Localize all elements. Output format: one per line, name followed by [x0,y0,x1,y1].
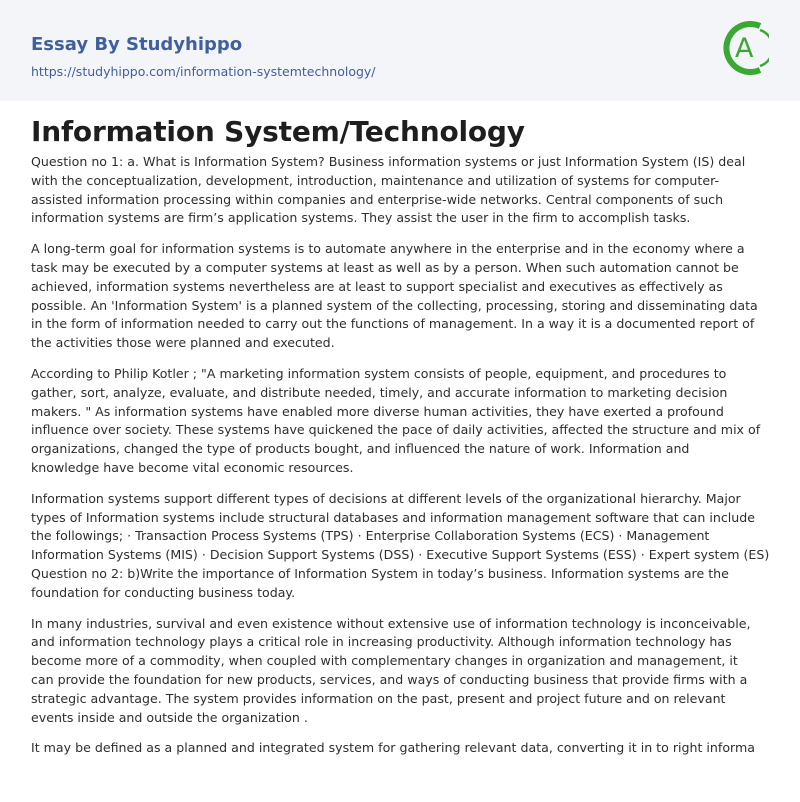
paragraph-line: It may be defined as a planned and integrated system for gathering relevant data, converting it in to right informa [31,740,755,756]
paragraph-line: In many industries, survival and even existence without extensive use of information technology is inconceivable, [31,615,751,631]
paragraph-line: and information technology plays a critical role in increasing productivity. Although information technology has [31,634,732,650]
paragraph-line: can provide the foundation for new products, services, and ways of conducting business that provide firms with a [31,671,748,687]
paragraph-line: Information Systems (MIS) · Decision Support Systems (DSS) · Executive Support Systems (ESS) · Expert system (ES) [31,547,770,563]
paragraph-line: Question no 1: a. What is Information System? Business information systems or just Information System (IS) deal [31,154,746,169]
paragraph-line: the activities those were planned and executed. [31,335,335,351]
essay-paragraph [31,739,766,758]
paragraph-line: organizations, changed the type of products bought, and influenced the nature of work. Information and [31,441,690,457]
paragraph-line: assisted information processing within companies and enterprise-wide networks. Central components of such [31,191,724,207]
paragraph-line: A long-term goal for information systems is to automate anywhere in the enterprise and in the economy where a [31,241,745,257]
paragraph-line: knowledge have become vital economic resources. [31,459,354,475]
essay-body [31,153,770,758]
essay-content [0,115,770,758]
paragraph-line: achieved, information systems nevertheless are at least to support specialist and executives as effectively as [31,278,723,294]
paragraph-line: information systems are firm’s application systems. They assist the user in the firm to accomplish tasks. [31,210,691,226]
site-header [0,0,800,101]
paragraph-line: gather, sort, analyze, evaluate, and distribute needed, timely, and accurate information to marketing decision [31,384,728,400]
paragraph-line: makers. " As information systems have enabled more diverse human activities, they have exerted a profound [31,403,724,419]
site-brand[interactable]: Essay By Studyhippo [31,34,243,55]
paragraph-line: Question no 2: b)Write the importance of Information System in today’s business. Information systems are the [31,565,729,581]
studyhippo-logo-icon[interactable] [716,16,769,80]
paragraph-line: possible. An 'Information System' is a planned system of the collecting, processing, storing and disseminating data [31,297,758,313]
paragraph-line: with the conceptualization, development, introduction, maintenance and utilization of systems for computer- [31,172,720,188]
logo-letter: A [735,33,754,64]
paragraph-line: Information systems support different types of decisions at different levels of the organizational hierarchy. Major [31,490,741,506]
paragraph-line: the followings; · Transaction Process Systems (TPS) · Enterprise Collaboration Systems (ECS) · Management [31,528,710,544]
paragraph-line: become more of a commodity, when coupled with complementary changes in organization and management, it [31,653,738,669]
source-url-link[interactable]: https://studyhippo.com/information-systemtechnology/ [31,64,376,79]
paragraph-line: influence over society. These systems have quickened the pace of daily activities, affected the structure and mix of [31,422,761,438]
essay-paragraph [31,490,770,603]
paragraph-line: According to Philip Kotler ; "A marketing information system consists of people, equipment, and procedures to [31,365,727,381]
paragraph-line: foundation for conducting business today. [31,584,296,600]
essay-paragraph [31,365,766,478]
paragraph-line: events inside and outside the organization . [31,709,308,725]
essay-paragraph [31,240,766,353]
paragraph-line: task may be executed by a computer systems at least as well as by a person. When such automation cannot be [31,259,739,275]
essay-paragraph [31,153,766,228]
paragraph-line: strategic advantage. The system provides information on the past, present and project future and on relevant [31,690,726,706]
paragraph-line: in the form of information needed to carry out the functions of management. In a way it is a documented report of [31,316,755,332]
paragraph-line: types of Information systems include structural databases and information management software that can include [31,509,755,525]
essay-paragraph [31,615,766,728]
essay-title: Information System/Technology [31,115,525,148]
